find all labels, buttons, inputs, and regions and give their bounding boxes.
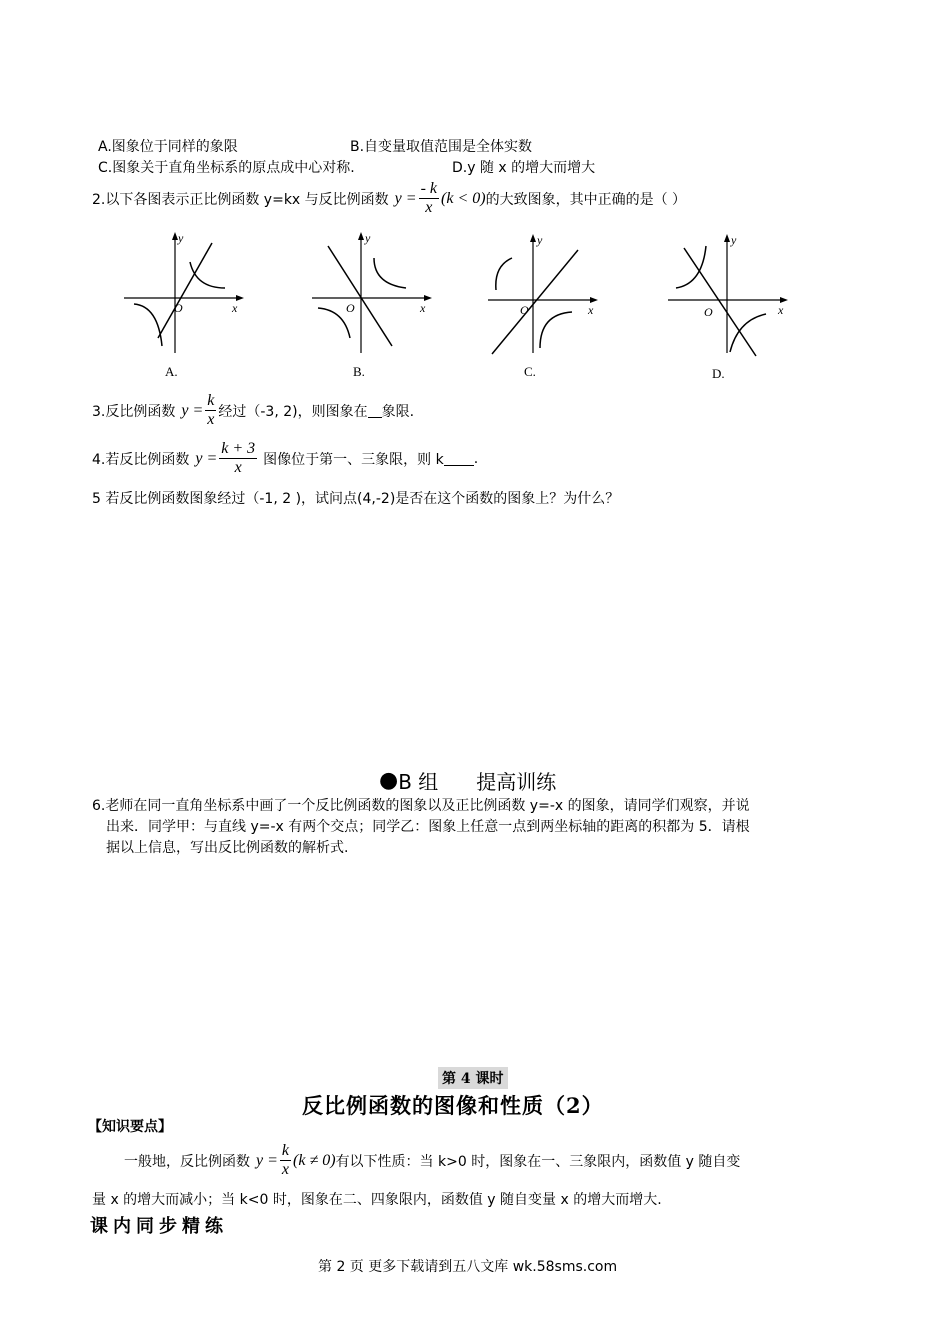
page-footer: 第 2 页 更多下载请到五八文库 wk.58sms.com xyxy=(318,1259,618,1275)
question-3-suffix-a: 经过（-3, 2)，则图象在 xyxy=(218,403,368,420)
formula-numerator: k xyxy=(281,1142,290,1159)
question-6-line-3: 据以上信息，写出反比例函数的解析式. xyxy=(106,840,349,856)
formula-fraction xyxy=(219,440,257,477)
graph-c-label: C. xyxy=(524,364,536,379)
group-b-label: B 组 xyxy=(398,770,439,794)
question-4-prefix: 4.若反比例函数 xyxy=(92,451,190,468)
axis-x-label: x xyxy=(232,301,238,315)
page-title: 反比例函数的图像和性质（2） xyxy=(302,1093,604,1118)
bullet-icon: ● xyxy=(379,768,399,793)
answer-blank[interactable] xyxy=(444,451,474,466)
axis-y-label: y xyxy=(731,233,737,247)
formula-denominator: x xyxy=(419,198,439,217)
option-a: A.图象位于同样的象限 xyxy=(98,139,238,155)
graph-b-label: B. xyxy=(353,364,365,379)
axis-y-label: y xyxy=(537,233,543,247)
question-2-suffix: 的大致图象，其中正确的是（ ） xyxy=(485,191,687,208)
group-b-title: 提高训练 xyxy=(476,770,557,794)
question-6-line-2: 出来．同学甲：与直线 y=-x 有两个交点；同学乙：图象上任意一点到两坐标轴的距离的积都为 5．请根 xyxy=(106,819,750,835)
formula-numerator: - k xyxy=(420,180,438,197)
option-d: D.y 随 x 的增大而增大 xyxy=(452,160,596,176)
formula-condition: (k ≠ 0) xyxy=(293,1151,336,1169)
section-title: 课内同步精练 xyxy=(90,1216,228,1237)
formula-lhs: y = xyxy=(394,189,417,207)
axis-x-label: x xyxy=(420,301,426,315)
formula-fraction xyxy=(205,392,216,429)
question-4-suffix-a: 图像位于第一、三象限，则 k xyxy=(263,451,444,468)
formula-lhs: y = xyxy=(195,449,218,467)
question-3 xyxy=(92,392,414,429)
formula-fraction xyxy=(419,180,439,217)
origin-label: O xyxy=(520,303,529,317)
knowledge-paragraph-line-1 xyxy=(124,1142,740,1179)
question-2 xyxy=(92,180,686,217)
knowledge-paragraph-line-2: 量 x 的增大而减小；当 k<0 时，图象在二、四象限内，函数值 y 随自变量 x 的增大而增大. xyxy=(92,1192,662,1208)
origin-label: O xyxy=(704,305,713,319)
answer-blank[interactable] xyxy=(368,403,382,418)
paragraph-line-1-suffix: 有以下性质：当 k>0 时，图象在一、三象限内，函数值 y 随自变 xyxy=(335,1153,741,1170)
formula-denominator: x xyxy=(207,411,215,428)
option-b: B.自变量取值范围是全体实数 xyxy=(350,139,533,155)
axis-y-label: y xyxy=(365,231,371,245)
question-6-line-1: 6.老师在同一直角坐标系中画了一个反比例函数的图象以及正比例函数 y=-x 的图象，请同学们观察，并说 xyxy=(92,798,750,814)
origin-label: O xyxy=(346,301,355,315)
graph-a-label: A. xyxy=(165,364,178,379)
option-c: C.图象关于直角坐标系的原点成中心对称. xyxy=(98,160,355,176)
question-5: 5 若反比例函数图象经过（-1, 2 )，试问点(4,-2)是否在这个函数的图象上？为什么？ xyxy=(92,491,620,507)
axis-x-label: x xyxy=(778,303,784,317)
formula-denominator: x xyxy=(281,1161,290,1178)
question-4-suffix-b: . xyxy=(473,450,479,467)
origin-label: O xyxy=(174,301,183,315)
graph-d-label: D. xyxy=(712,366,725,381)
question-2-text: 2.以下各图表示正比例函数 y=kx 与反比例函数 xyxy=(92,191,389,208)
graph-b xyxy=(308,228,438,358)
graph-d xyxy=(664,228,794,358)
formula-condition: (k < 0) xyxy=(441,189,486,207)
knowledge-label: 【知识要点】 xyxy=(88,1119,172,1135)
formula-fraction xyxy=(280,1142,291,1179)
axis-y-label: y xyxy=(178,231,184,245)
graph-a xyxy=(120,228,250,358)
question-4 xyxy=(92,440,478,477)
axis-x-label: x xyxy=(588,303,594,317)
formula-denominator: x xyxy=(219,458,257,477)
formula-numerator: k + 3 xyxy=(221,440,256,457)
question-3-prefix: 3.反比例函数 xyxy=(92,403,176,420)
lesson-badge: 第 4 课时 xyxy=(438,1067,508,1089)
group-b-heading xyxy=(379,766,556,795)
paragraph-prefix: 一般地，反比例函数 xyxy=(124,1153,250,1170)
formula-numerator: k xyxy=(207,392,215,409)
question-3-suffix-b: 象限. xyxy=(381,403,415,420)
formula-lhs: y = xyxy=(256,1151,278,1169)
formula-lhs: y = xyxy=(181,401,204,419)
graph-c xyxy=(484,228,614,358)
